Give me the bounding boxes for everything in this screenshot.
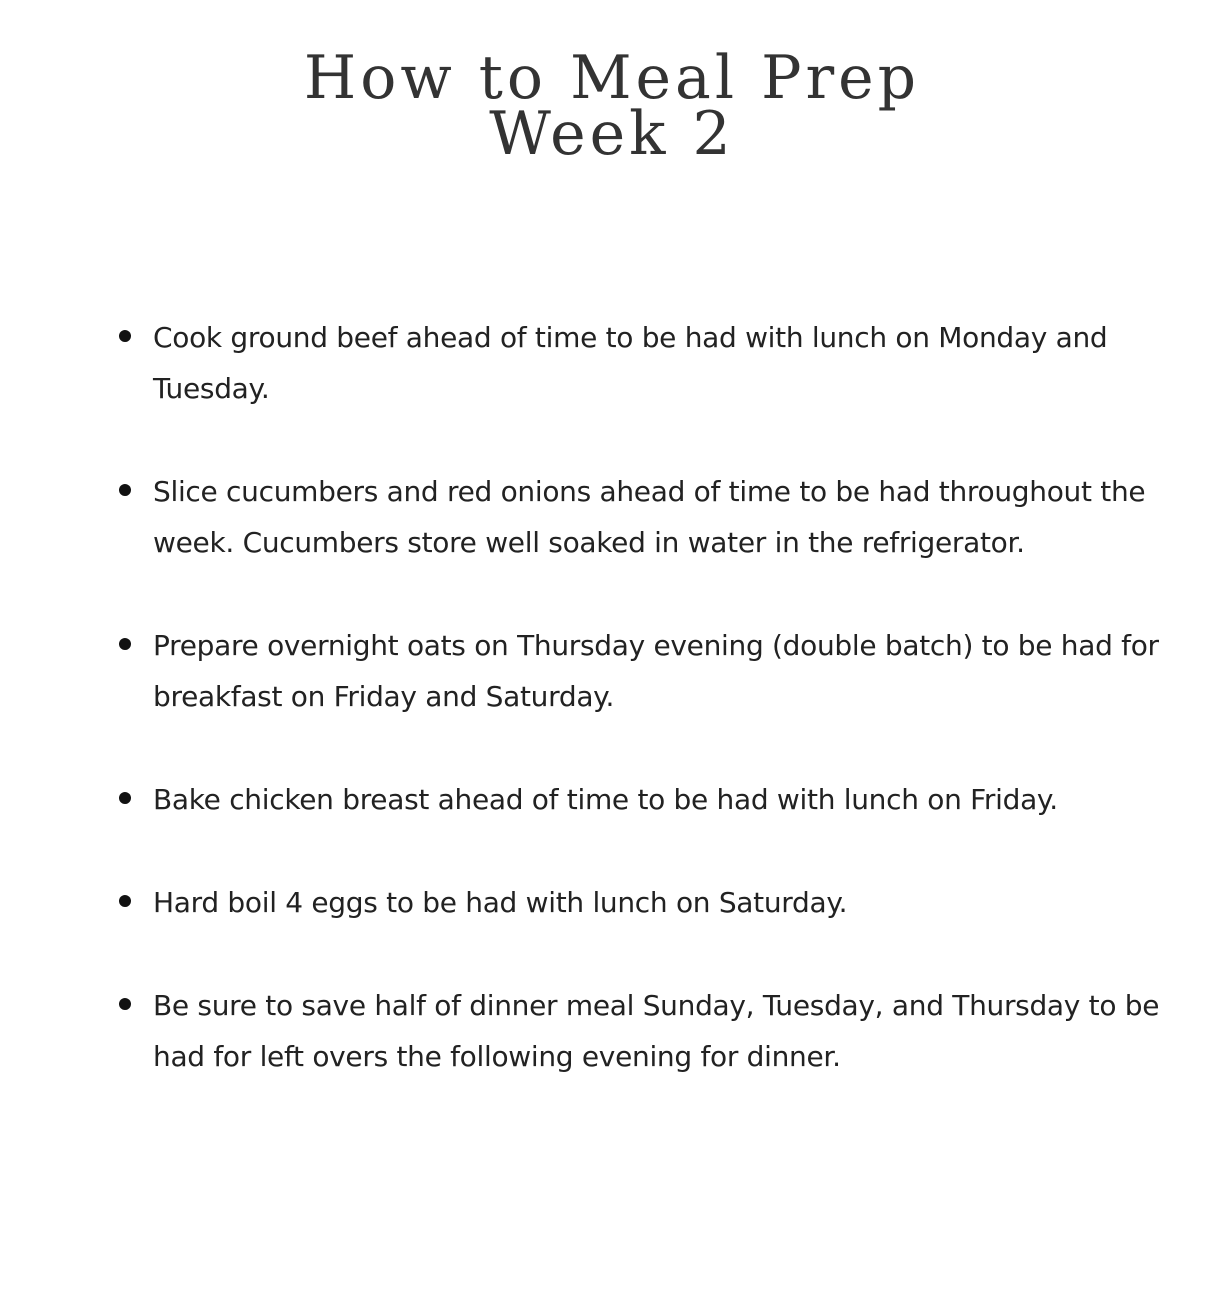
title-line-1: How to Meal Prep bbox=[303, 43, 921, 113]
list-item-text: Be sure to save half of dinner meal Sunday, Tuesday, and Thursday to be had for left overs the following evening for dinner. bbox=[153, 989, 1160, 1073]
list-item bbox=[0, 312, 1224, 414]
bullet-icon bbox=[119, 638, 131, 650]
list-item bbox=[0, 877, 1224, 928]
bullet-icon bbox=[119, 998, 131, 1010]
bullet-icon bbox=[119, 330, 131, 342]
list-item-text: Slice cucumbers and red onions ahead of time to be had throughout the week. Cucumbers store well soaked in water in the refrigerator. bbox=[153, 475, 1146, 559]
list-item-text: Hard boil 4 eggs to be had with lunch on Saturday. bbox=[153, 886, 848, 919]
meal-prep-list bbox=[0, 312, 1224, 1134]
list-item-text: Prepare overnight oats on Thursday evening (double batch) to be had for breakfast on Friday and Saturday. bbox=[153, 629, 1159, 713]
list-item bbox=[0, 466, 1224, 568]
page-title bbox=[0, 43, 1224, 169]
title-line-2: Week 2 bbox=[489, 99, 735, 169]
list-item-text: Cook ground beef ahead of time to be had with lunch on Monday and Tuesday. bbox=[153, 321, 1108, 405]
list-item-text: Bake chicken breast ahead of time to be had with lunch on Friday. bbox=[153, 783, 1058, 816]
bullet-icon bbox=[119, 484, 131, 496]
list-item bbox=[0, 980, 1224, 1082]
bullet-icon bbox=[119, 792, 131, 804]
list-item bbox=[0, 774, 1224, 825]
list-item bbox=[0, 620, 1224, 722]
bullet-icon bbox=[119, 895, 131, 907]
